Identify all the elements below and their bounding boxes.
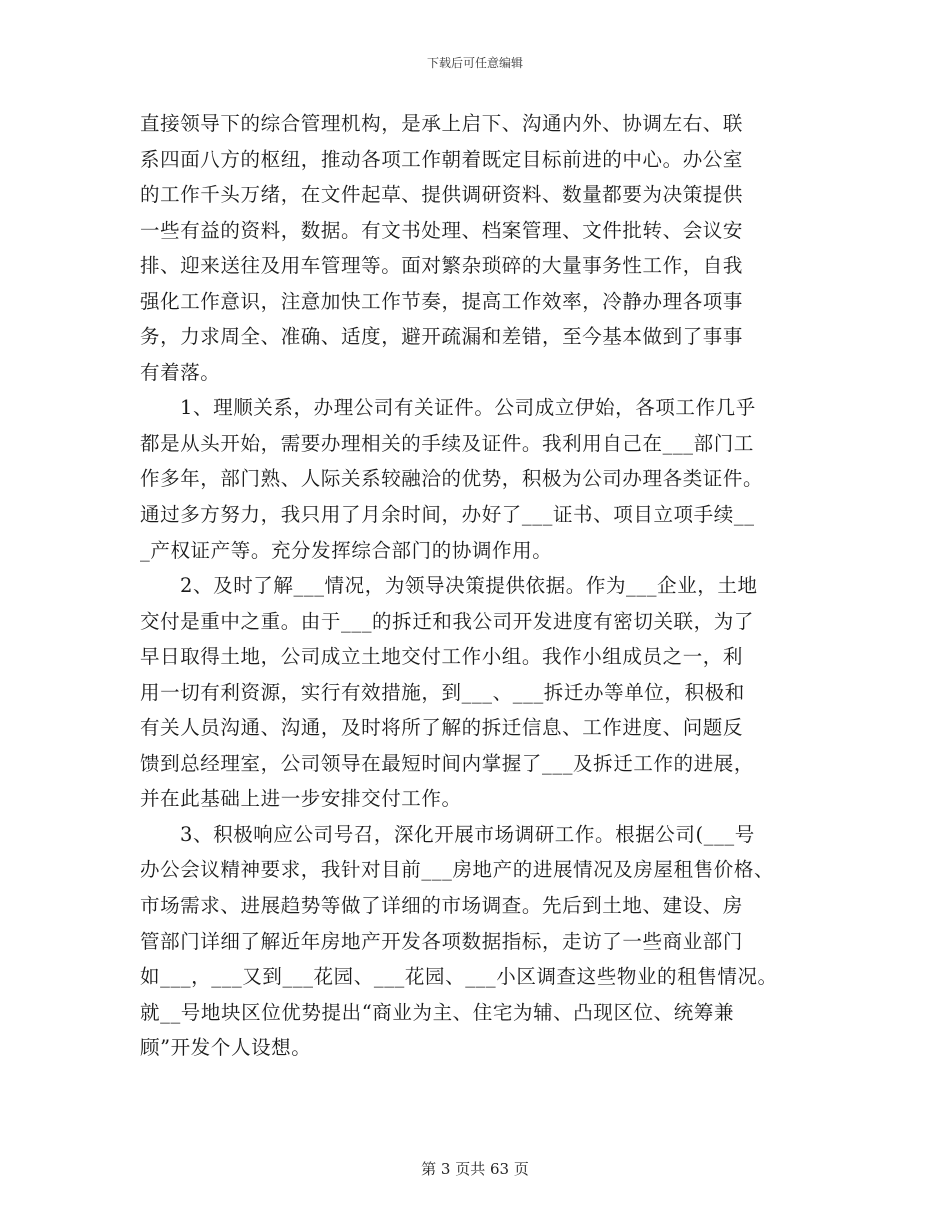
text-line: 一些有益的资料，数据。有文书处理、档案管理、文件批转、会议安 — [140, 218, 744, 242]
text-line: 早日取得土地，公司成立土地交付工作小组。我作小组成员之一，利 — [140, 645, 744, 669]
text-line: 顾”开发个人设想。 — [140, 1036, 312, 1060]
text-line: 的工作千头万绪，在文件起草、提供调研资料、数量都要为决策提供 — [140, 183, 744, 207]
text-line: 强化工作意识，注意加快工作节奏，提高工作效率，冷静办理各项事 — [140, 289, 744, 313]
text-line: 2、及时了解___情况，为领导决策提供依据。作为___企业，土地 — [180, 574, 758, 598]
text-line: 作多年，部门熟、人际关系较融洽的优势，积极为公司办理各类证件。 — [140, 467, 764, 491]
text-line: 通过多方努力，我只用了月余时间，办好了___证书、项目立项手续__ — [140, 503, 755, 527]
text-line: 市场需求、进展趋势等做了详细的市场调查。先后到土地、建设、房 — [140, 894, 744, 918]
text-line: 有着落。 — [140, 360, 221, 384]
text-line: _产权证产等。充分发挥综合部门的协调作用。 — [140, 538, 553, 562]
text-line: 并在此基础上进一步安排交付工作。 — [140, 787, 462, 811]
text-line: 1、理顺关系，办理公司有关证件。公司成立伊始，各项工作几乎 — [180, 396, 756, 420]
text-line: 都是从头开始，需要办理相关的手续及证件。我利用自己在___部门工 — [140, 431, 754, 455]
text-line: 务，力求周全、准确、适度，避开疏漏和差错，至今基本做到了事事 — [140, 325, 744, 349]
text-line: 用一切有利资源，实行有效措施，到___、___拆迁办等单位，积极和 — [140, 680, 745, 704]
text-line: 有关人员沟通、沟通，及时将所了解的拆迁信息、工作进度、问题反 — [140, 716, 744, 740]
text-line: 就__号地块区位优势提出“商业为主、住宅为辅、凸现区位、统筹兼 — [140, 1000, 735, 1024]
text-line: 3、积极响应公司号召，深化开展市场调研工作。根据公司(___号 — [180, 822, 755, 846]
text-line: 系四面八方的枢纽，推动各项工作朝着既定目标前进的中心。办公室 — [140, 147, 744, 171]
text-line: 排、迎来送往及用车管理等。面对繁杂琐碎的大量事务性工作，自我 — [140, 254, 744, 278]
text-line: 馈到总经理室，公司领导在最短时间内掌握了___及拆迁工作的进展， — [140, 751, 754, 775]
text-line: 管部门详细了解近年房地产开发各项数据指标，走访了一些商业部门 — [140, 929, 744, 953]
document-body — [140, 106, 820, 1066]
text-line: 办公会议精神要求，我针对目前___房地产的进展情况及房屋租售价格、 — [140, 858, 775, 882]
page-header: 下载后可任意编辑 — [426, 56, 523, 70]
text-line: 直接领导下的综合管理机构，是承上启下、沟通内外、协调左右、联 — [140, 112, 744, 135]
page-number-footer: 第 3 页共 63 页 — [421, 1160, 529, 1178]
text-line: 交付是重中之重。由于___的拆迁和我公司开发进度有密切关联，为了 — [140, 609, 754, 633]
text-line: 如___，___又到___花园、___花园、___小区调查这些物业的租售情况。 — [140, 965, 778, 989]
